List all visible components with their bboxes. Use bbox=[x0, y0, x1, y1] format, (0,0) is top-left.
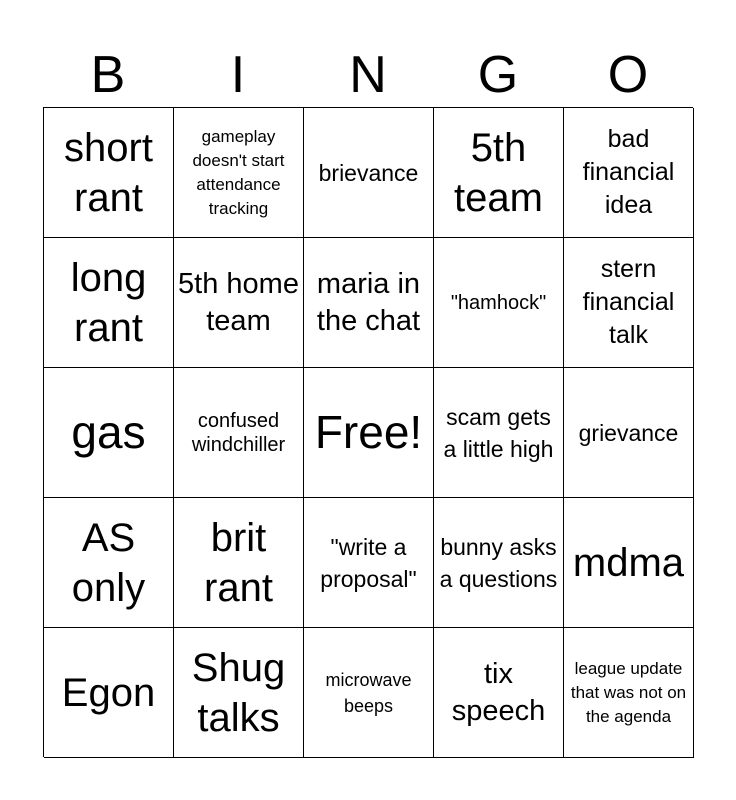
header-letter-n: N bbox=[349, 46, 387, 104]
cell-text: league update that was not on the agenda bbox=[570, 658, 687, 726]
cell-text: confused windchiller bbox=[191, 409, 286, 456]
cell-text: Egon bbox=[61, 670, 156, 715]
bingo-cell[interactable] bbox=[564, 368, 694, 498]
header-letter-i: I bbox=[230, 46, 246, 104]
bingo-cell[interactable] bbox=[434, 238, 564, 368]
cell-text: 5th team bbox=[454, 125, 543, 220]
bingo-cell[interactable] bbox=[44, 628, 174, 758]
bingo-cell[interactable] bbox=[174, 108, 304, 238]
bingo-cell[interactable] bbox=[564, 108, 694, 238]
cell-text: short rant bbox=[64, 125, 153, 220]
cell-text: "hamhock" bbox=[450, 291, 547, 314]
cell-text: gas bbox=[71, 406, 146, 458]
header-letter-g: G bbox=[477, 46, 519, 104]
cell-text: Free! bbox=[314, 406, 423, 458]
cell-text: brit rant bbox=[204, 515, 273, 610]
cell-text: Shug talks bbox=[191, 645, 286, 740]
bingo-cell[interactable] bbox=[174, 368, 304, 498]
bingo-cell[interactable] bbox=[44, 108, 174, 238]
cell-text: AS only bbox=[71, 515, 146, 610]
bingo-cell[interactable] bbox=[44, 368, 174, 498]
bingo-cell[interactable] bbox=[434, 628, 564, 758]
bingo-cell[interactable] bbox=[564, 628, 694, 758]
bingo-cell[interactable] bbox=[174, 628, 304, 758]
cell-text: gameplay doesn't start attendance tracking bbox=[192, 126, 285, 218]
bingo-cell[interactable] bbox=[564, 238, 694, 368]
cell-text: maria in the chat bbox=[316, 267, 421, 337]
bingo-cell[interactable] bbox=[434, 108, 564, 238]
cell-text: microwave beeps bbox=[325, 669, 412, 716]
cell-text: tix speech bbox=[451, 657, 546, 727]
bingo-board bbox=[43, 107, 693, 757]
bingo-cell[interactable] bbox=[304, 238, 434, 368]
cell-text: stern financial talk bbox=[582, 255, 675, 349]
cell-text: scam gets a little high bbox=[443, 403, 554, 462]
bingo-cell[interactable] bbox=[304, 498, 434, 628]
cell-text: brievance bbox=[318, 159, 419, 186]
cell-text: bad financial idea bbox=[582, 125, 675, 219]
cell-text: bunny asks a questions bbox=[439, 533, 558, 592]
bingo-cell[interactable] bbox=[304, 628, 434, 758]
bingo-cell[interactable] bbox=[434, 498, 564, 628]
bingo-cell[interactable] bbox=[174, 498, 304, 628]
cell-text: long rant bbox=[70, 255, 147, 350]
cell-text: mdma bbox=[572, 540, 685, 585]
bingo-cell[interactable] bbox=[44, 238, 174, 368]
bingo-header bbox=[43, 44, 693, 106]
bingo-cell[interactable] bbox=[434, 368, 564, 498]
header-letter-o: O bbox=[607, 46, 649, 104]
cell-text: "write a proposal" bbox=[320, 533, 417, 592]
header-letter-b: B bbox=[90, 46, 126, 104]
cell-text: 5th home team bbox=[178, 267, 299, 337]
cell-text: grievance bbox=[578, 419, 679, 446]
bingo-cell[interactable] bbox=[304, 108, 434, 238]
bingo-cell[interactable] bbox=[564, 498, 694, 628]
bingo-cell[interactable] bbox=[44, 498, 174, 628]
free-space[interactable] bbox=[304, 368, 434, 498]
bingo-cell[interactable] bbox=[174, 238, 304, 368]
